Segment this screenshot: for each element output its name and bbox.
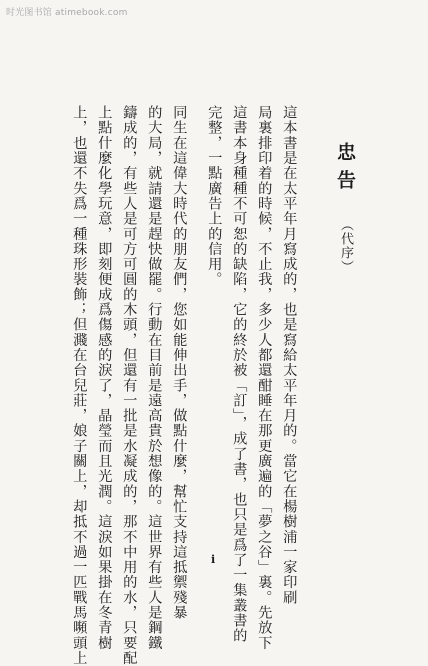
text-column-6: 的大局，就請還是趕快做罷。行動在目前是遠高貴於想像的。這世界有些人是鋼鐵	[146, 105, 163, 651]
text-column-8: 上點什麼化學玩意，即刻便成爲傷感的淚了，晶瑩而且光潤。這淚如果掛在冬青樹	[96, 105, 113, 651]
text-column-5: 同生在這偉大時代的朋友們，您如能伸出手，做點什麼，幫忙支持這抵禦殘暴	[171, 105, 188, 621]
text-column-9: 上，也還不失爲一種珠形裝飾；但濺在台兒莊，娘子關上，却抵不過一匹戰馬嚬頭上	[71, 105, 88, 666]
text-column-3: 這書本身種種不可恕的缺陷，它的終於被「訂」，成了書，也只是爲了一集叢書的	[231, 105, 248, 644]
text-column-7: 鑄成的，有些人是可方可圓的木頭，但還有一批是水凝成的，那不中用的水，只要配	[121, 105, 138, 666]
text-column-2: 局裏排印着的時候，不止我，多少人都還酣睡在那更廣遍的「夢之谷」裏。先放下	[256, 105, 273, 651]
page-number: i	[211, 553, 216, 566]
page-title: 忠告	[334, 142, 356, 198]
watermark: 时光图书馆 atimebook.com	[6, 8, 128, 18]
text-column-4: 完整，一點廣告上的信用。	[206, 105, 223, 287]
page-subtitle: （代序）	[338, 218, 353, 274]
text-column-1: 這本書是在太平年月寫成的，也是寫給太平年月的。當它在楊樹浦一家印刷	[281, 105, 298, 605]
